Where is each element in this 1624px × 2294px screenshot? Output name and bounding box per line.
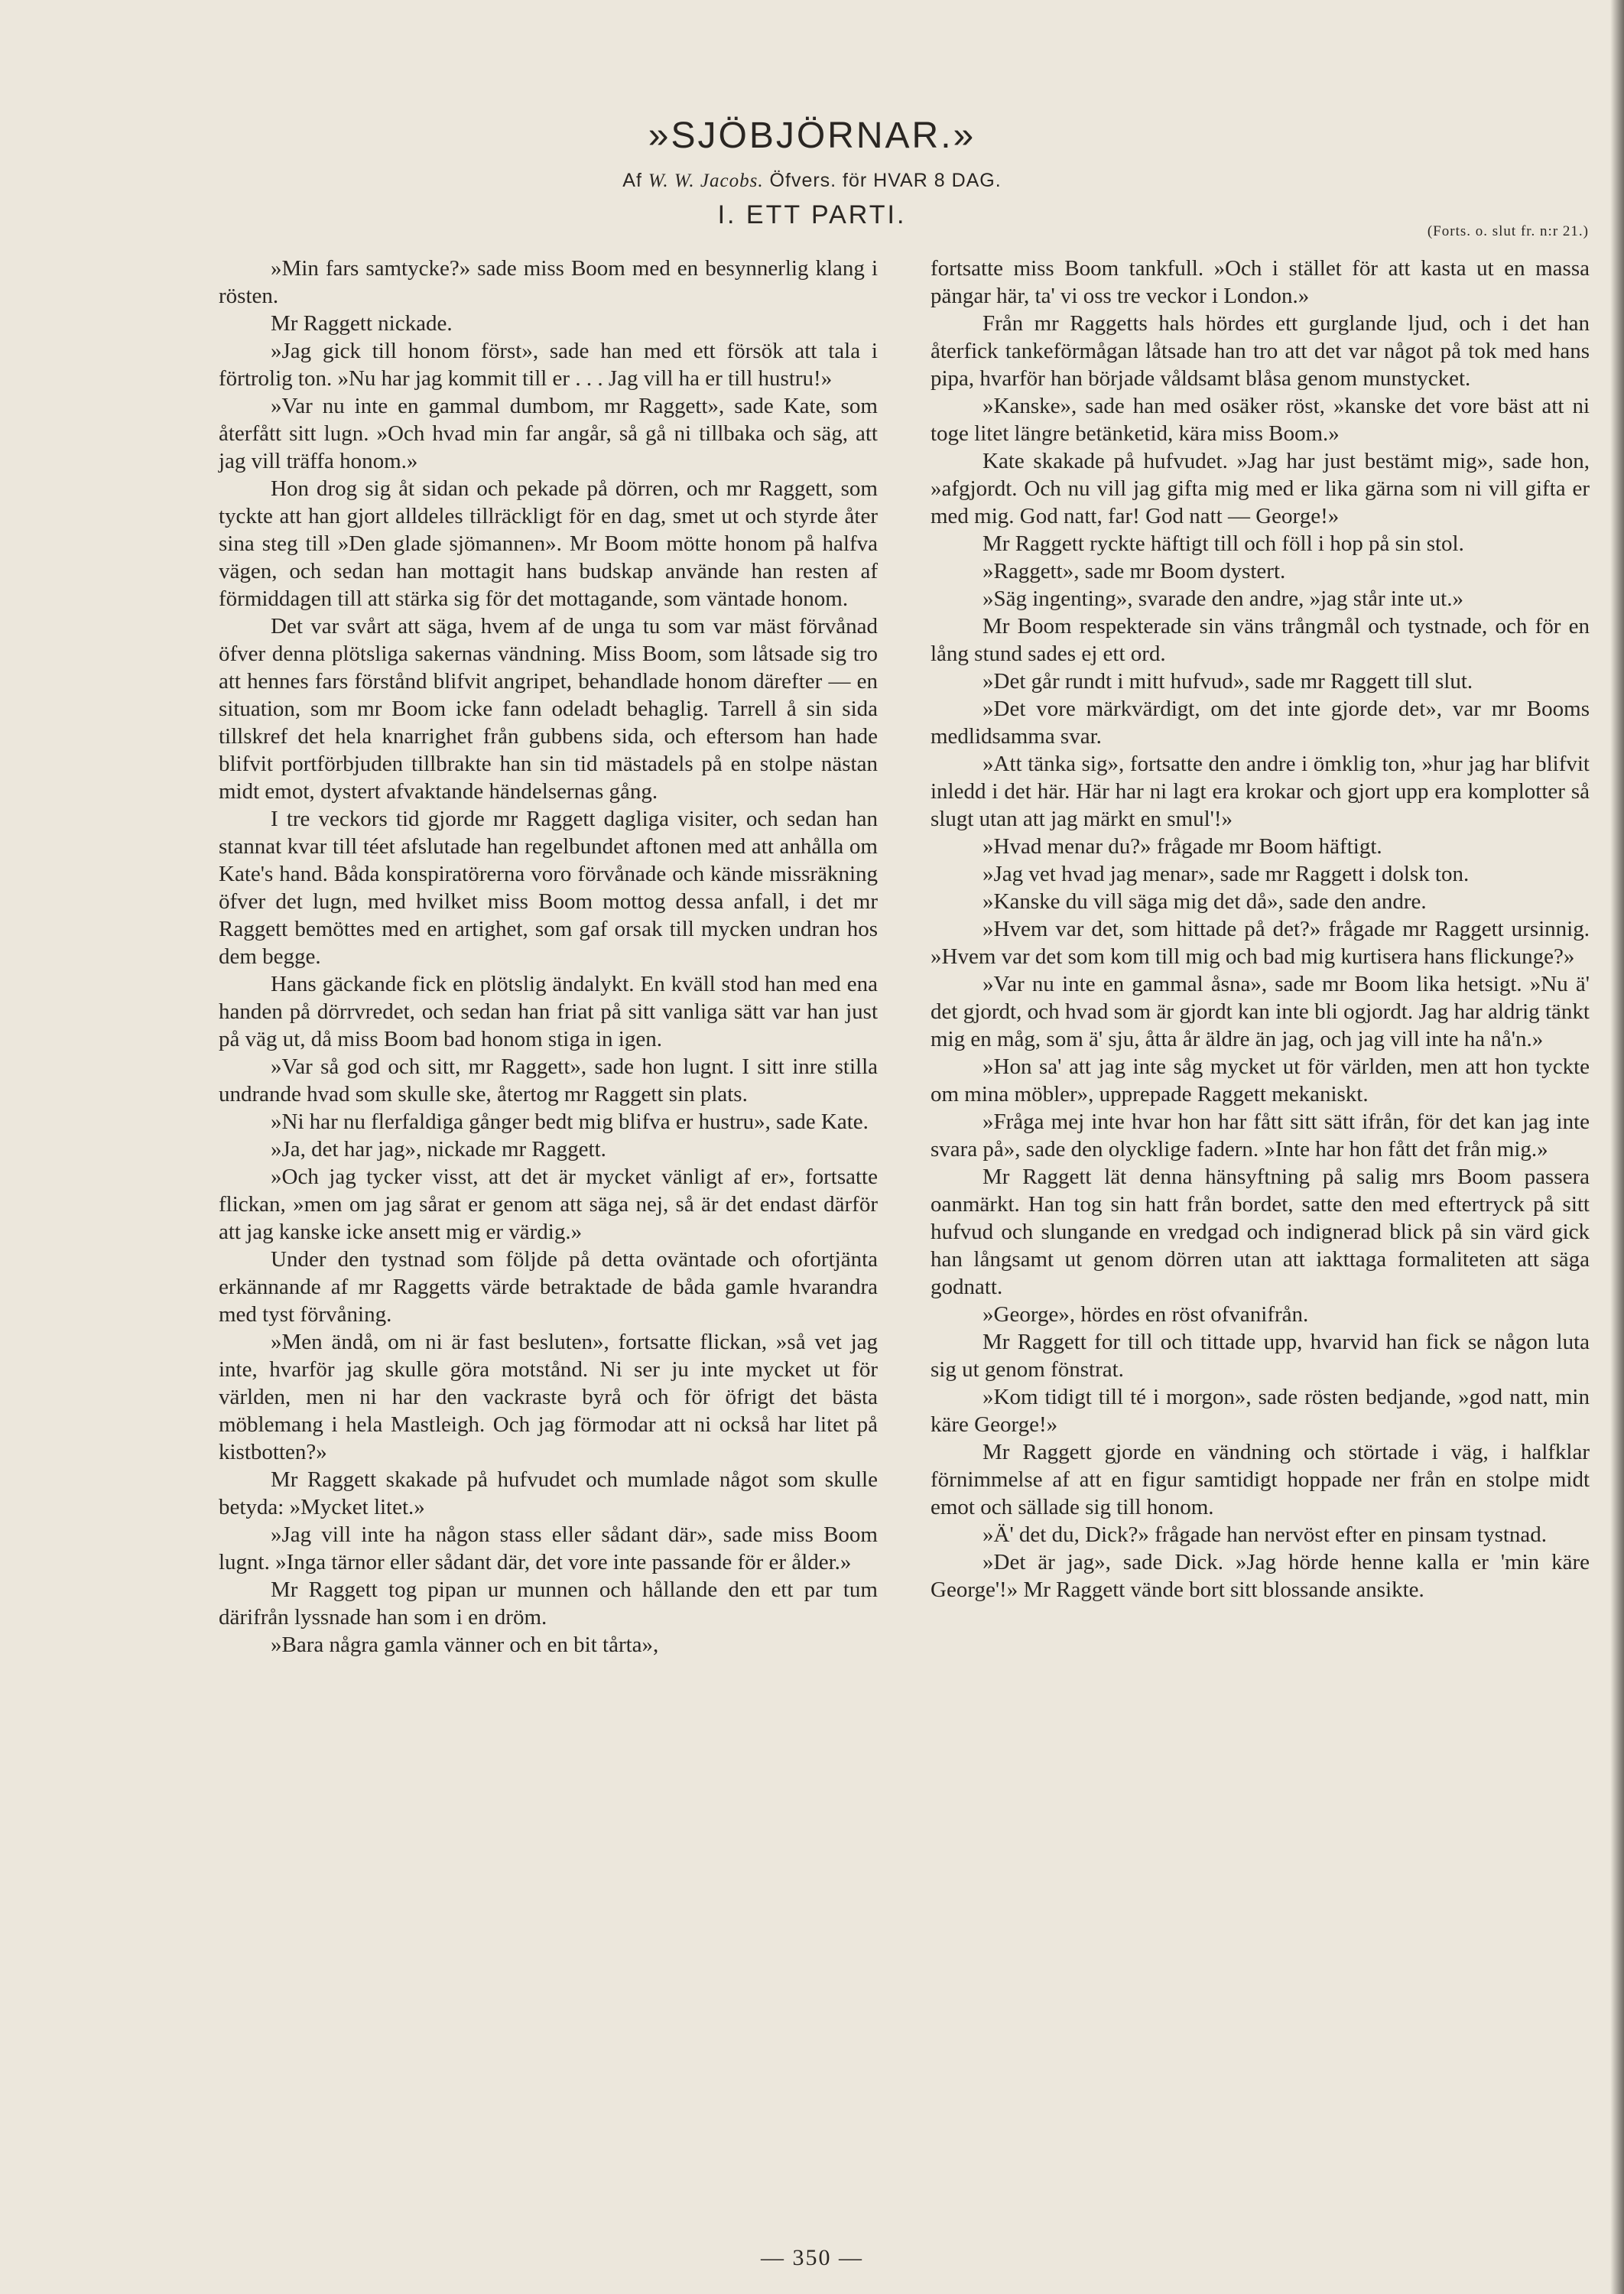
- paragraph: Mr Raggett lät denna hänsyftning på salig mrs Boom passera oanmärkt. Han tog sin hatt från bordet, satte den med eftertryck på sitt hufvud och slungande en vredgad och indignerad blick på sin värd gick han långsamt ut genom dörren utan att iakttaga formaliteten att säga godnatt.: [931, 1165, 1590, 1299]
- paragraph: »Ni har nu flerfaldiga gånger bedt mig blifva er hustru», sade Kate.: [271, 1110, 869, 1134]
- paragraph: Mr Boom respekterade sin väns trångmål och tystnade, och för en lång stund sades ej ett ord.: [931, 614, 1590, 666]
- left-text-column: [219, 255, 878, 1659]
- paragraph: fortsatte miss Boom tankfull. »Och i stället för att kasta ut en massa pängar här, ta' vi oss tre veckor i London.»: [931, 256, 1590, 308]
- paragraph: Under den tystnad som följde på detta oväntade och ofortjänta erkännande af mr Raggetts värde betraktade de båda gamle hvarandra med tyst förvåning.: [219, 1247, 878, 1327]
- paragraph: »Det är jag», sade Dick. »Jag hörde henne kalla er 'min käre George'!» Mr Raggett vände bort sitt blossande ansikte.: [931, 1550, 1590, 1602]
- paragraph: »Bara några gamla vänner och en bit tårta»,: [271, 1633, 659, 1657]
- article-title: »SJÖBJÖRNAR.»: [648, 115, 976, 156]
- paragraph: Hon drog sig åt sidan och pekade på dörren, och mr Raggett, som tyckte att han gjort alldeles tillräckligt för en dag, smet ut och styrde åter sina steg till »Den glade sjömannen». Mr Boom mötte honom på halfva vägen, och sedan han mottagit hans budskap använde han resten af förmiddagen till att stärka sig för det mottagande, som väntade honom.: [219, 476, 878, 611]
- paragraph: »Var nu inte en gammal åsna», sade mr Boom lika hetsigt. »Nu ä' det gjordt, och hvad som är gjordt kan inte bli ogjordt. Jag har aldrig tänkt mig en måg, som ä' sju, åtta år äldre än jag, och jag vill inte ha nå'n.»: [931, 972, 1590, 1051]
- continuation-note: (Forts. o. slut fr. n:r 21.): [1427, 223, 1589, 239]
- paragraph: »Var så god och sitt, mr Raggett», sade hon lugnt. I sitt inre stilla undrande hvad som skulle ske, återtog mr Raggett sin plats.: [219, 1054, 878, 1106]
- paragraph: »Kanske», sade han med osäker röst, »kanske det vore bäst att ni toge litet längre betänketid, kära miss Boom.»: [931, 394, 1590, 446]
- paragraph: »Hon sa' att jag inte såg mycket ut för världen, men att hon tyckte om mina möbler», upprepade Raggett mekaniskt.: [931, 1054, 1590, 1106]
- paragraph: »Jag gick till honom först», sade han med ett försök att tala i förtrolig ton. »Nu har jag kommit till er . . . Jag vill ha er till hustru!»: [219, 339, 878, 391]
- paragraph: »Ä' det du, Dick?» frågade han nervöst efter en pinsam tystnad.: [983, 1522, 1548, 1547]
- paragraph: »Var nu inte en gammal dumbom, mr Raggett», sade Kate, som återfått sitt lugn. »Och hvad min far angår, så gå ni tillbaka och säg, att jag vill träffa honom.»: [219, 394, 878, 473]
- paragraph: Kate skakade på hufvudet. »Jag har just bestämt mig», sade hon, »afgjordt. Och nu vill jag gifta mig med er lika gärna som ni vill gifta er med mig. God natt, far! God natt — George!»: [931, 449, 1590, 528]
- paragraph: I tre veckors tid gjorde mr Raggett dagliga visiter, och sedan han stannat kvar till téet afslutade han regelbundet aftonen med att anhålla om Kate's hand. Båda konspiratörerna voro förvånade och kände missräkning öfver det lugn, med hvilket miss Boom mottog dessa anfall, i det mr Raggett bemöttes med en artighet, som gaf orsak till mycken undran hos dem begge.: [219, 807, 878, 969]
- paragraph: Det var svårt att säga, hvem af de unga tu som var mäst förvånad öfver denna plötsliga sakernas vändning. Miss Boom, som låtsade sig tro att hennes fars förstånd blifvit angripet, behandlade honom därefter — en situation, som mr Boom icke fann odeladt behaglig. Tarrell å sin sida tillskref det hela knarrighet från gubbens sida, och eftersom han hade blifvit portförbjuden tillbrakte han sin tid mästadels på en stolpe nästan midt emot, dystert afvaktande händelsernas gång.: [219, 614, 878, 804]
- byline-prefix: Af: [622, 170, 642, 191]
- page-edge-shadow: [1610, 0, 1624, 2294]
- chapter-heading: I. ETT PARTI.: [717, 200, 907, 229]
- right-text-column: [931, 255, 1590, 1604]
- paragraph: »Kanske du vill säga mig det då», sade den andre.: [983, 889, 1427, 914]
- paragraph: Mr Raggett tog pipan ur munnen och hållande den ett par tum därifrån lyssnade han som i en dröm.: [219, 1578, 878, 1630]
- paragraph: »Fråga mej inte hvar hon har fått sitt sätt ifrån, för det kan jag inte svara på», sade den olycklige fadern. »Inte har hon fått det från mig.»: [931, 1110, 1590, 1162]
- paragraph: Mr Raggett ryckte häftigt till och föll i hop på sin stol.: [983, 531, 1464, 556]
- paragraph: Mr Raggett skakade på hufvudet och mumlade något som skulle betyda: »Mycket litet.»: [219, 1467, 878, 1519]
- paragraph: »Men ändå, om ni är fast besluten», fortsatte flickan, »så vet jag inte, hvarför jag skulle göra motstånd. Ni ser ju inte mycket ut för världen, men ni har den vackraste byrå och för öfrigt det bästa möblemang i hela Mastleigh. Och jag förmodar att ni också har litet på kistbotten?»: [219, 1330, 878, 1464]
- page-number: — 350 —: [761, 2245, 863, 2270]
- paragraph: Mr Raggett for till och tittade upp, hvarvid han fick se någon luta sig ut genom fönstrat.: [931, 1330, 1590, 1382]
- paragraph: Mr Raggett nickade.: [271, 311, 453, 336]
- paragraph: Mr Raggett gjorde en vändning och störtade i väg, i halfklar förnimmelse af att en figur samtidigt hoppade ner från en stolpe midt emot och sällade sig till honom.: [931, 1440, 1590, 1519]
- paragraph: »Kom tidigt till té i morgon», sade rösten bedjande, »god natt, min käre George!»: [931, 1385, 1590, 1437]
- byline-author: W. W. Jacobs.: [648, 171, 764, 191]
- byline-translation: Öfvers. för HVAR 8 DAG.: [769, 170, 1002, 191]
- paragraph: Från mr Raggetts hals hördes ett gurglande ljud, och i det han återfick tankeförmågan låtsade han tro att det var något på tok med hans pipa, hvarför han började våldsamt blåsa genom munstycket.: [931, 311, 1590, 391]
- paragraph: »Och jag tycker visst, att det är mycket vänligt af er», fortsatte flickan, »men om jag sårat er genom att säga nej, så är det endast därför att jag kanske icke ansett mig er värdig.»: [219, 1165, 878, 1244]
- paragraph: »Säg ingenting», svarade den andre, »jag står inte ut.»: [983, 586, 1463, 611]
- paragraph: »Ja, det har jag», nickade mr Raggett.: [271, 1137, 606, 1162]
- paragraph: »Att tänka sig», fortsatte den andre i ömklig ton, »hur jag har blifvit inledd i det här. Här har ni lagt era krokar och gjort upp era komplotter så slugt utan att jag märkt en smul'!»: [931, 752, 1590, 831]
- paragraph: »Hvem var det, som hittade på det?» frågade mr Raggett ursinnig. »Hvem var det som kom till mig och bad mig kurtisera hans flickunge?»: [931, 917, 1590, 969]
- paragraph: »Hvad menar du?» frågade mr Boom häftigt.: [983, 834, 1382, 859]
- paragraph: Hans gäckande fick en plötslig ändalykt. En kväll stod han med ena handen på dörrvredet, och sedan han friat på sitt vanliga sätt var han just på väg ut, då miss Boom bad honom stiga in igen.: [219, 972, 878, 1051]
- paragraph: »Jag vet hvad jag menar», sade mr Raggett i dolsk ton.: [983, 862, 1470, 886]
- paragraph: »Det vore märkvärdigt, om det inte gjorde det», var mr Booms medlidsamma svar.: [931, 697, 1590, 749]
- paragraph: »George», hördes en röst ofvanifrån.: [983, 1302, 1309, 1327]
- paragraph: »Jag vill inte ha någon stass eller sådant där», sade miss Boom lugnt. »Inga tärnor eller sådant där, det vore inte passande för er ålder.»: [219, 1522, 878, 1574]
- paragraph: »Det går rundt i mitt hufvud», sade mr Raggett till slut.: [983, 669, 1473, 694]
- paragraph: »Raggett», sade mr Boom dystert.: [983, 559, 1286, 583]
- paragraph: »Min fars samtycke?» sade miss Boom med en besynnerlig klang i rösten.: [219, 256, 878, 308]
- article-byline: [0, 170, 1624, 192]
